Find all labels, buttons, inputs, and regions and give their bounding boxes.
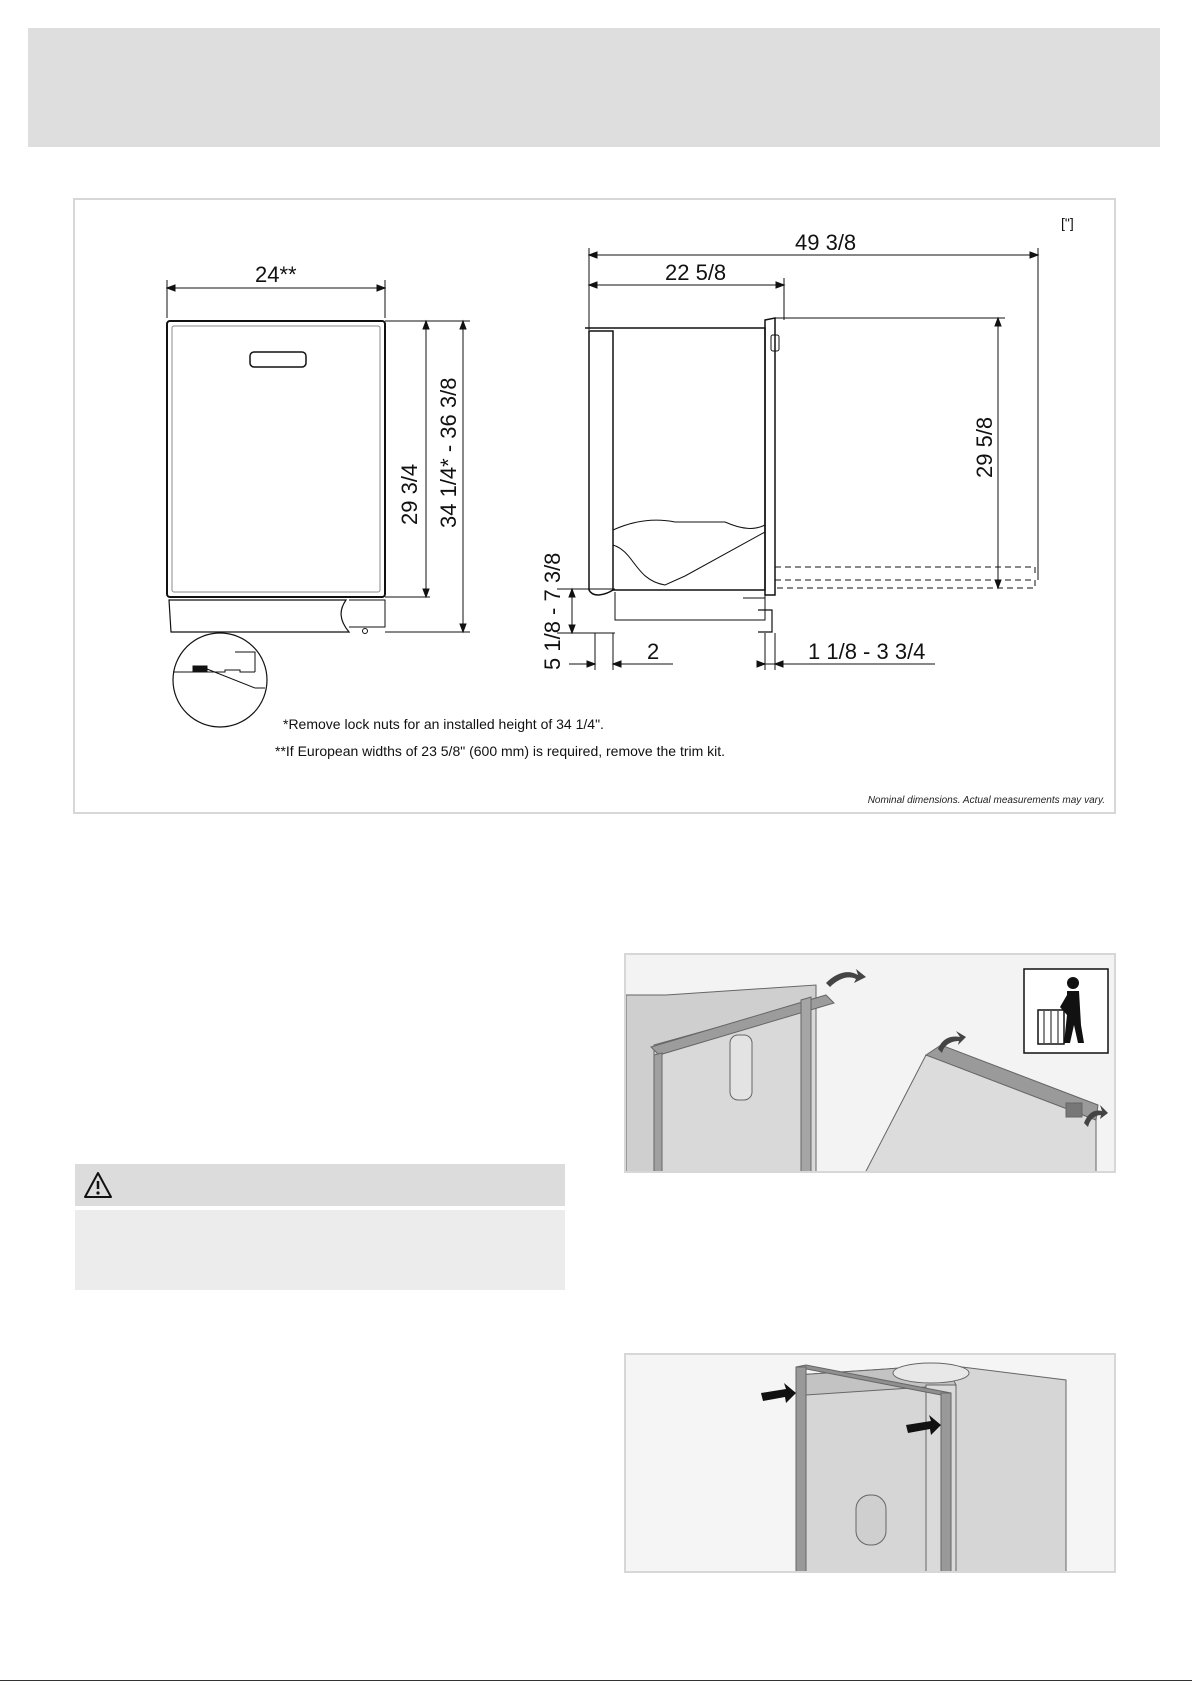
side-cabinet [585, 328, 765, 590]
unit-label: ["] [1061, 215, 1074, 231]
nominal-dimensions-note: Nominal dimensions. Actual measurements may vary. [867, 795, 1105, 806]
cabinet-height-label: 29 3/4 [397, 463, 422, 525]
door-height-label: 29 5/8 [972, 416, 997, 478]
lock-nut-note: *Remove lock nuts for an installed height of 34 1/4". [283, 716, 604, 732]
front-door-outline [167, 321, 385, 597]
trim-install-photo [624, 1353, 1116, 1573]
total-depth-label: 49 3/8 [795, 230, 857, 255]
bottom-rule [0, 1680, 1192, 1681]
foot-offset-label: 2 [647, 639, 660, 664]
foot-adjust-label: 5 1/8 - 7 3/8 [540, 552, 565, 670]
cabinet-depth-label: 22 5/8 [665, 260, 727, 285]
waste-bin-icon [1024, 969, 1108, 1053]
toe-kick [169, 600, 349, 632]
side-door [589, 331, 613, 595]
header-band [28, 28, 1160, 147]
installed-height-label: 34 1/4* - 36 3/8 [436, 377, 461, 528]
dimension-drawing [75, 200, 1118, 816]
lock-nut-detail [173, 633, 267, 727]
european-width-note: **If European widths of 23 5/8" (600 mm) is required, remove the trim kit. [275, 743, 726, 759]
warning-body [75, 1210, 565, 1290]
width-label: 24** [255, 262, 297, 287]
warning-header [75, 1164, 565, 1206]
dimension-figure [73, 198, 1116, 814]
door-handle [250, 352, 306, 367]
trim-removal-photo [624, 953, 1116, 1173]
warning-triangle-icon [83, 1171, 113, 1199]
door-offset-label: 1 1/8 - 3 3/4 [808, 639, 926, 664]
